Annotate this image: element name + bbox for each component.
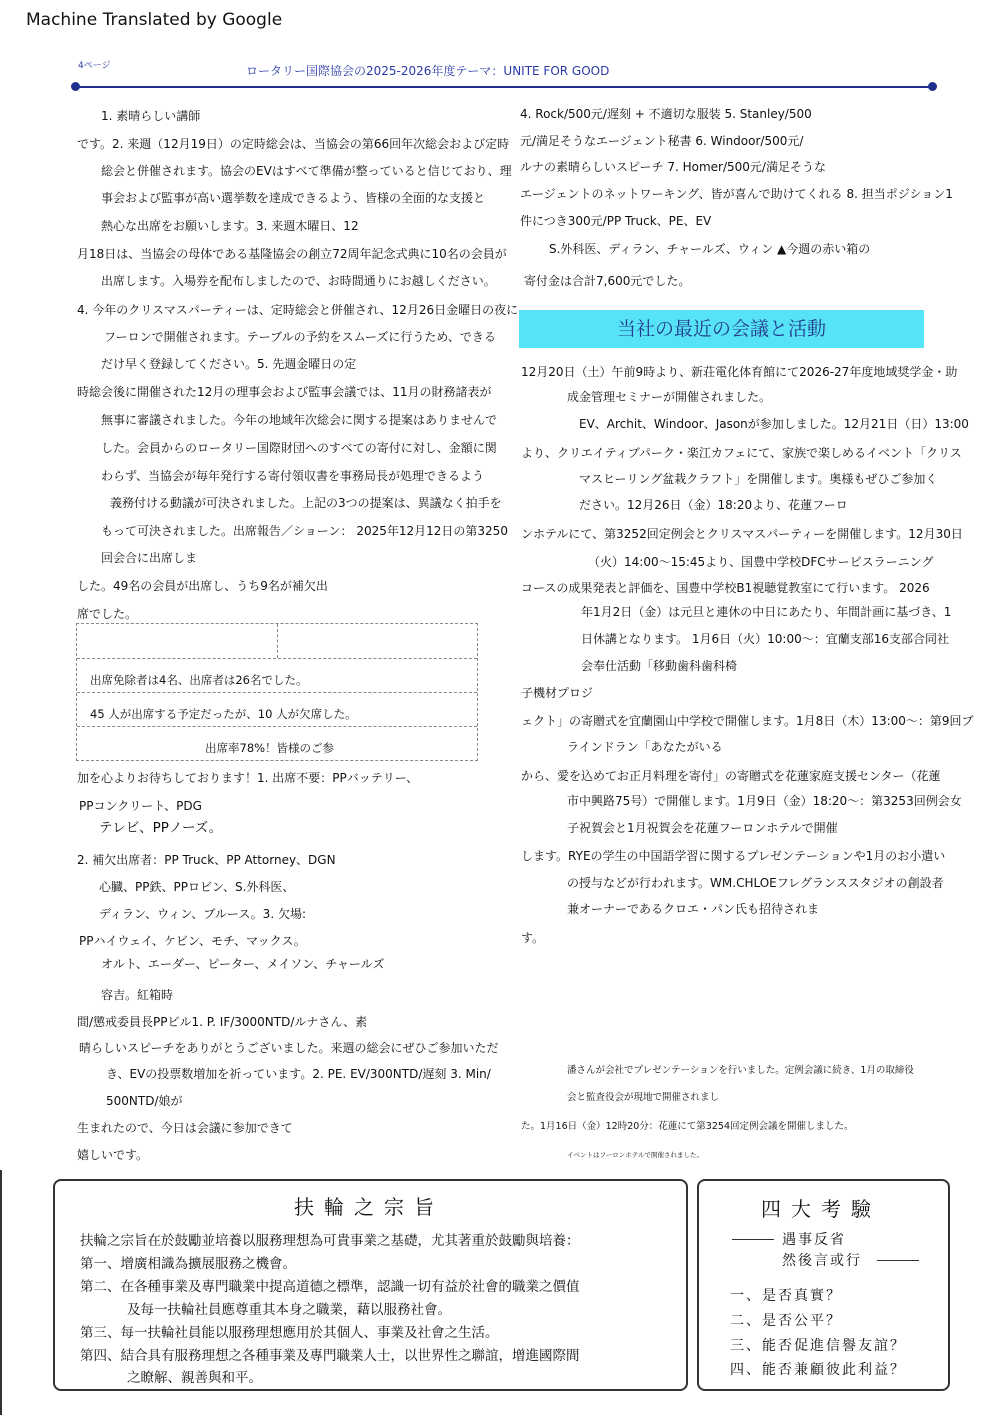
activity-line: より、クリエイティブパーク・楽江カフェにて、家族で楽しめるイベント「クリス: [521, 446, 962, 460]
activity-line: す。: [521, 931, 545, 945]
left-line: 総会と併催されます。協会のEVはすべて準備が整っていると信じており、理: [101, 164, 512, 178]
left-line: 席でした。: [77, 607, 138, 621]
four-way-test-item: 四、能否兼顧彼此利益？: [730, 1362, 906, 1378]
page-edge-bar: [0, 1170, 2, 1415]
four-way-test-item: 三、能否促進信譽友誼？: [730, 1338, 906, 1354]
right-line: 件につき300元/PP Truck、PE、EV: [520, 214, 712, 228]
activity-line: 会奉仕活動「移動歯科歯科椅: [581, 659, 738, 673]
activity-line: コースの成果発表と評価を、国豊中学校B1視聴覚教室にて行います。 2026: [521, 581, 930, 595]
four-way-test-subtitle: 遇事反省: [782, 1232, 846, 1248]
rotary-object-line: 第三、每一扶輪社員能以服務理想應用於其個人、事業及社會之生活。: [80, 1325, 499, 1341]
left-line: 間/懲戒委員長PPビル1. P. IF/3000NTD/ルナさん、素: [77, 1015, 368, 1029]
activity-line: EV、Archit、Windoor、Jasonが参加しました。12月21日（日）13:00: [579, 417, 969, 431]
four-way-test-subtitle: 然後言或行: [782, 1253, 862, 1269]
right-line: エージェントのネットワーキング、皆が喜んで助けてくれる 8. 担当ポジション1: [520, 187, 953, 201]
activity-line: 12月20日（土）午前9時より、新荘電化体育館にて2026-27年度地域奨学金・助: [521, 365, 958, 379]
four-way-test-item: 一、是否真實？: [730, 1288, 842, 1304]
left-line: き、EVの投票数増加を祈っています。2. PE. EV/300NTD/遅刻 3. Min/: [106, 1067, 491, 1081]
activity-line: の授与などが行われます。WM.CHLOEフレグランススタジオの創設者: [567, 876, 944, 890]
left-line: 事会および監事が高い選挙数を達成できるよう、皆様の全面的な支援と: [101, 191, 486, 205]
left-line: 熱心な出席をお願いします。3. 来週木曜日、12: [101, 219, 359, 233]
activity-line: 市中興路75号）で開催します。1月9日（金）18:20〜：第3253回例会女: [567, 794, 962, 808]
left-line: わらず、当協会が毎年発行する寄付領収書を事務局長が処理できるよう: [101, 469, 485, 483]
left-line: 回会合に出席しま: [101, 551, 198, 565]
left-line: 500NTD/娘が: [106, 1094, 183, 1108]
left-line: した。49名の会員が出席し、うち9名が補欠出: [77, 579, 328, 593]
subtitle-rule: [877, 1260, 919, 1261]
activity-line: マスヒーリング盆栽クラフト」を開催します。奥様もぜひご参加く: [579, 472, 938, 486]
rotary-object-line: 第二、在各種事業及專門職業中提高道德之標準，認識一切有益於社會的職業之價值: [80, 1279, 580, 1295]
four-way-test-title: 四大考驗: [761, 1197, 881, 1221]
activity-line: します。RYEの学生の中国語学習に関するプレゼンテーションや1月のお小遣い: [521, 849, 946, 863]
activity-line: ださい。12月26日（金）18:20より、花蓮フーロ: [579, 498, 848, 512]
left-line: 心臓、PP鉄、PPロビン、S.外科医、: [99, 880, 295, 894]
table-divider: [77, 658, 477, 659]
table-divider: [77, 726, 477, 727]
page-label: 4ページ: [78, 61, 111, 71]
subtitle-rule: [732, 1239, 774, 1240]
left-line: オルト、エーダー、ピーター、メイソン、チャールズ: [101, 957, 385, 971]
right-line: 元/満足そうなエージェント秘書 6. Windoor/500元/: [520, 134, 804, 148]
left-line: テレビ、PPノーズ。: [99, 820, 223, 836]
rotary-object-title: 扶輪之宗旨: [294, 1195, 444, 1219]
left-line: ディラン、ウィン、ブルース。3. 欠場:: [99, 907, 306, 921]
table-divider: [77, 692, 477, 693]
left-line: フーロンで開催されます。テーブルの予約をスムーズに行うため、できる: [104, 330, 496, 344]
left-line: した。会員からのロータリー国際財団へのすべての寄付に対し、金額に関: [101, 441, 497, 455]
rotary-object-line: 扶輪之宗旨在於鼓勵並培養以服務理想為可貴事業之基礎，尤其著重於鼓勵與培養：: [80, 1233, 580, 1249]
activity-line: （火）14:00〜15:45より、国豊中学校DFCサービスラーニング: [588, 555, 934, 569]
activity-line: ェクト」の寄贈式を宜蘭園山中学校で開催します。1月8日（木）13:00〜：第9回ブ: [521, 714, 974, 728]
right-line: 寄付金は合計7,600元でした。: [524, 274, 691, 288]
left-line: PPハイウェイ、ケビン、モチ、マックス。: [79, 934, 306, 948]
activity-line: 子機材プロジ: [521, 686, 594, 700]
activity-line: ンホテルにて、第3252回定例会とクリスマスパーティーを開催します。12月30日: [521, 527, 963, 541]
table-row: 45 人が出席する予定だったが、10 人が欠席した。: [90, 707, 357, 721]
four-way-test-item: 二、是否公平？: [730, 1313, 842, 1329]
left-line: です。2. 来週（12月19日）の定時総会は、当協会の第66回年次総会および定時: [77, 137, 510, 151]
activity-line: 兼オーナーであるクロエ・パン氏も招待されま: [567, 902, 820, 916]
left-line: 出席します。入場券を配布しましたので、お時間通りにお越しください。: [101, 274, 496, 288]
activity-line: 年1月2日（金）は元旦と連休の中日にあたり、年間計画に基づき、1: [581, 605, 952, 619]
left-line: 生まれたので、今日は会議に参加できて: [77, 1121, 293, 1135]
activity-line: 成金管理セミナーが開催されました。: [567, 390, 772, 404]
left-line: 無事に審議されました。今年の地域年次総会に関する提案はありませんで: [101, 413, 498, 427]
rotary-object-box: [53, 1179, 688, 1391]
activity-line: 日休講となります。 1月6日（火）10:00〜：宜蘭支部16支部合同社: [581, 632, 949, 646]
right-line: 会と監査役会が現地で開催されまし: [567, 1092, 720, 1103]
right-line: イベントはフーロンホテルで開催されました。: [567, 1151, 703, 1159]
table-row: 出席率78%！皆様のご参: [205, 741, 335, 755]
left-line: PPコンクリート、PDG: [79, 799, 202, 813]
left-line: 1. 素晴らしい講師: [101, 109, 201, 123]
left-line: 義務付ける動議が可決されました。上記の3つの提案は、異議なく拍手を: [110, 496, 502, 510]
right-line: ルナの素晴らしいスピーチ 7. Homer/500元/満足そうな: [520, 160, 826, 174]
header-title: ロータリー国際協会の2025-2026年度テーマ：UNITE FOR GOOD: [246, 64, 610, 78]
right-line: た。1月16日（金）12時20分：花蓮にて第3254回定例会議を開催しました。: [521, 1121, 854, 1132]
attendance-table: [76, 623, 478, 761]
table-row: 出席免除者は4名、出席者は26名でした。: [90, 673, 308, 687]
table-divider: [277, 624, 278, 658]
right-line: 4. Rock/500元/遅刻 + 不適切な服装 5. Stanley/500: [520, 107, 812, 121]
left-line: 晴らしいスピーチをありがとうございました。来週の総会にぜひご参加いただ: [79, 1041, 499, 1055]
rotary-object-line: 及每一扶輪社員應尊重其本身之職業，藉以服務社會。: [127, 1302, 451, 1318]
section-title-banner: 当社の最近の会議と活動: [519, 310, 924, 348]
left-line: もって可決されました。出席報告／ショーン： 2025年12月12日の第3250: [101, 524, 508, 538]
left-line: 時総会後に開催された12月の理事会および監事会議では、11月の財務諸表が: [77, 385, 492, 399]
activity-line: 子祝賀会と1月祝賀会を花蓮フーロンホテルで開催: [567, 821, 838, 835]
left-line: 加を心よりお待ちしております！1. 出席不要：PPバッテリー、: [77, 771, 419, 785]
left-line: 4. 今年のクリスマスパーティーは、定時総会と併催され、12月26日金曜日の夜に: [77, 303, 519, 317]
activity-line: ラインドラン「あなたがいる: [567, 740, 723, 754]
activity-line: から、愛を込めてお正月料理を寄付」の寄贈式を花蓮家庭支援センター（花蓮: [521, 769, 941, 783]
left-line: 容吉。紅箱時: [101, 988, 174, 1002]
left-line: 嬉しいです。: [77, 1148, 149, 1162]
four-way-test-box: [697, 1179, 950, 1391]
rotary-object-line: 第一、增廣相識為擴展服務之機會。: [80, 1256, 296, 1272]
right-line: 潘さんが会社でプレゼンテーションを行いました。定例会議に続き、1月の取締役: [567, 1065, 914, 1076]
translation-note: Machine Translated by Google: [26, 10, 283, 30]
rotary-object-line: 第四、結合具有服務理想之各種事業及專門職業人士，以世界性之聯誼，增進國際間: [80, 1348, 580, 1364]
left-line: 月18日は、当協会の母体である基隆協会の創立72周年記念式典に10名の会員が: [77, 247, 507, 261]
right-line: S.外科医、ディラン、チャールズ、ウィン ▲今週の赤い箱の: [549, 242, 871, 256]
header-rule: [75, 86, 933, 88]
left-line: 2. 補欠出席者：PP Truck、PP Attorney、DGN: [77, 853, 336, 867]
left-line: だけ早く登録してください。5. 先週金曜日の定: [101, 357, 357, 371]
rotary-object-line: 之瞭解、親善與和平。: [127, 1370, 262, 1386]
header-right-dot: [928, 82, 937, 91]
